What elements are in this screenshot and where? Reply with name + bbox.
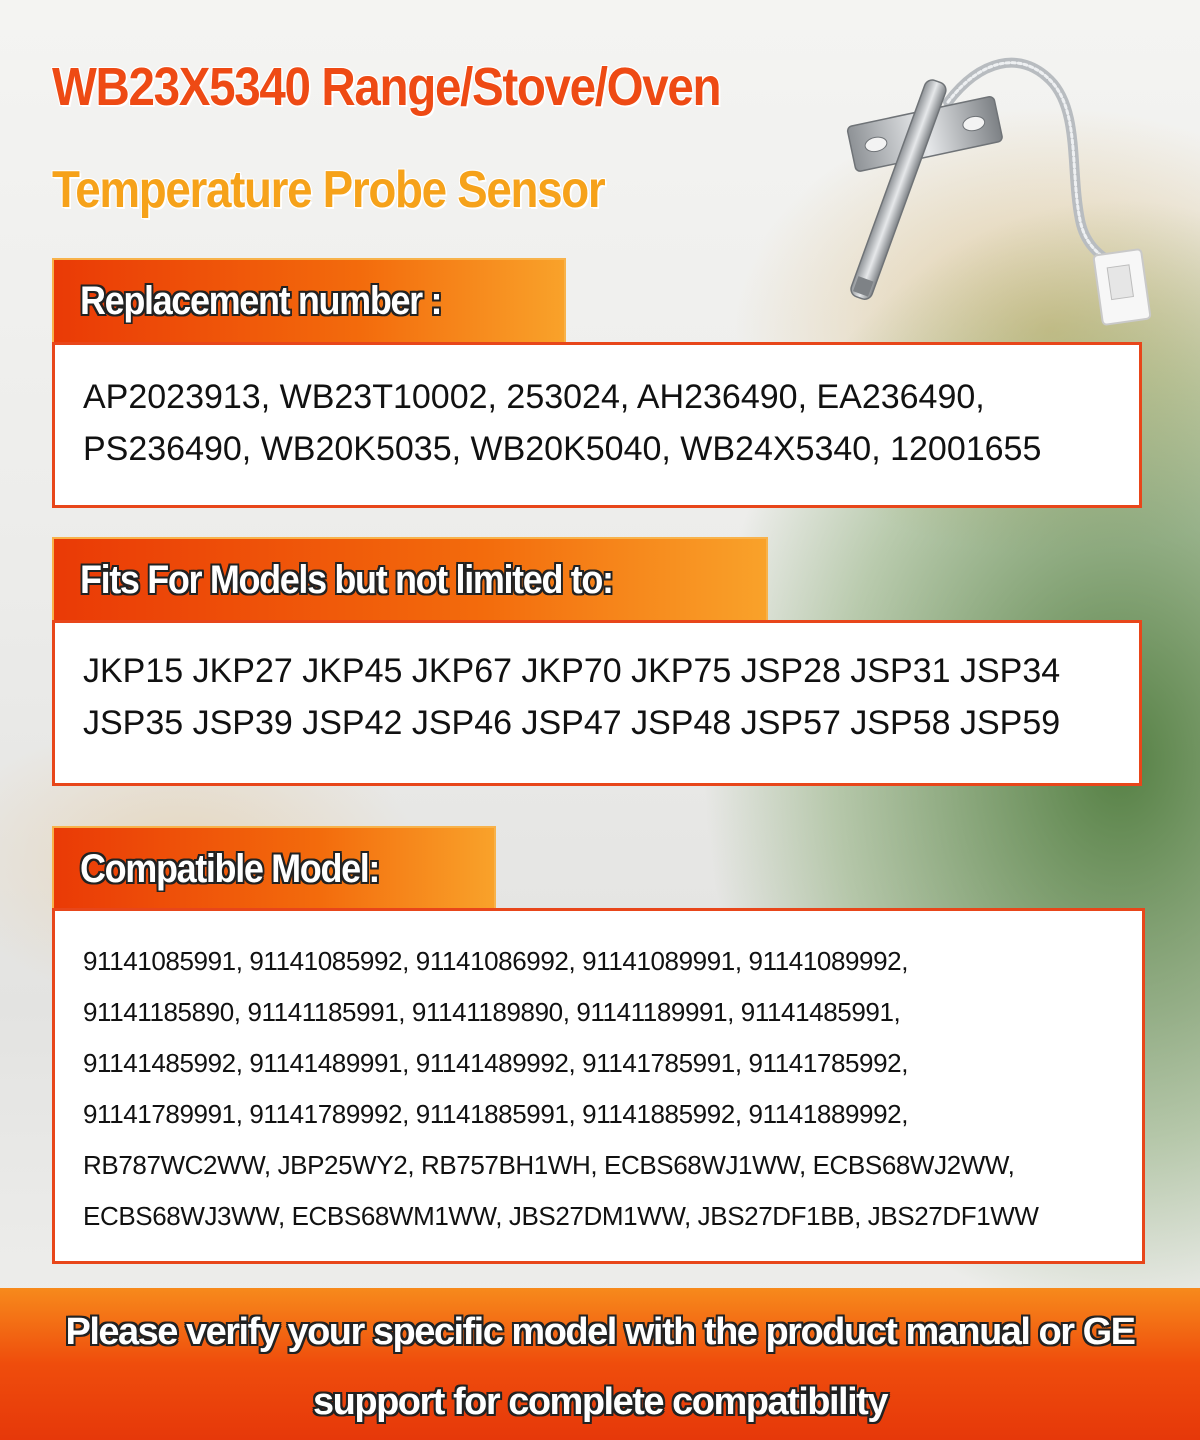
product-title-line1: WB23X5340 Range/Stove/Oven [52, 57, 721, 117]
replacement-line-1: AP2023913, WB23T10002, 253024, AH236490, EA236490, [83, 378, 985, 416]
replacement-number-heading [52, 258, 566, 342]
fits-models-box [52, 620, 1142, 786]
notice-line-1: Please verify your specific model with the product manual or GE [65, 1311, 1135, 1353]
fits-line-2: JSP35 JSP39 JSP42 JSP46 JSP47 JSP48 JSP57 JSP58 JSP59 [83, 704, 1061, 742]
compatible-model-heading [52, 826, 496, 910]
replacement-number-box [52, 342, 1142, 508]
replacement-number-heading-text: Replacement number : [80, 278, 442, 323]
notice-line-2: support for complete compatibility [313, 1381, 887, 1423]
compatibility-notice-banner [0, 1288, 1200, 1440]
compatible-line-3: 91141485992, 91141489991, 91141489992, 91141785991, 91141785992, [83, 1048, 909, 1078]
temperature-probe-sensor-image [780, 40, 1180, 340]
compatible-line-5: RB787WC2WW, JBP25WY2, RB757BH1WH, ECBS68WJ1WW, ECBS68WJ2WW, [83, 1150, 1015, 1180]
compatible-line-6: ECBS68WJ3WW, ECBS68WM1WW, JBS27DM1WW, JBS27DF1BB, JBS27DF1WW [83, 1201, 1039, 1231]
fits-models-heading [52, 537, 768, 621]
compatible-line-2: 91141185890, 91141185991, 91141189890, 91141189991, 91141485991, [83, 997, 901, 1027]
compatible-line-4: 91141789991, 91141789992, 91141885991, 91141885992, 91141889992, [83, 1099, 909, 1129]
compatible-model-box [52, 908, 1145, 1264]
fits-line-1: JKP15 JKP27 JKP45 JKP67 JKP70 JKP75 JSP28 JSP31 JSP34 [83, 652, 1061, 690]
product-title-line2: Temperature Probe Sensor [52, 161, 605, 219]
compatible-line-1: 91141085991, 91141085992, 91141086992, 91141089991, 91141089992, [83, 946, 909, 976]
fits-models-heading-text: Fits For Models but not limited to: [80, 557, 613, 602]
compatible-model-heading-text: Compatible Model: [80, 846, 380, 891]
replacement-line-2: PS236490, WB20K5035, WB20K5040, WB24X5340, 12001655 [83, 430, 1042, 468]
